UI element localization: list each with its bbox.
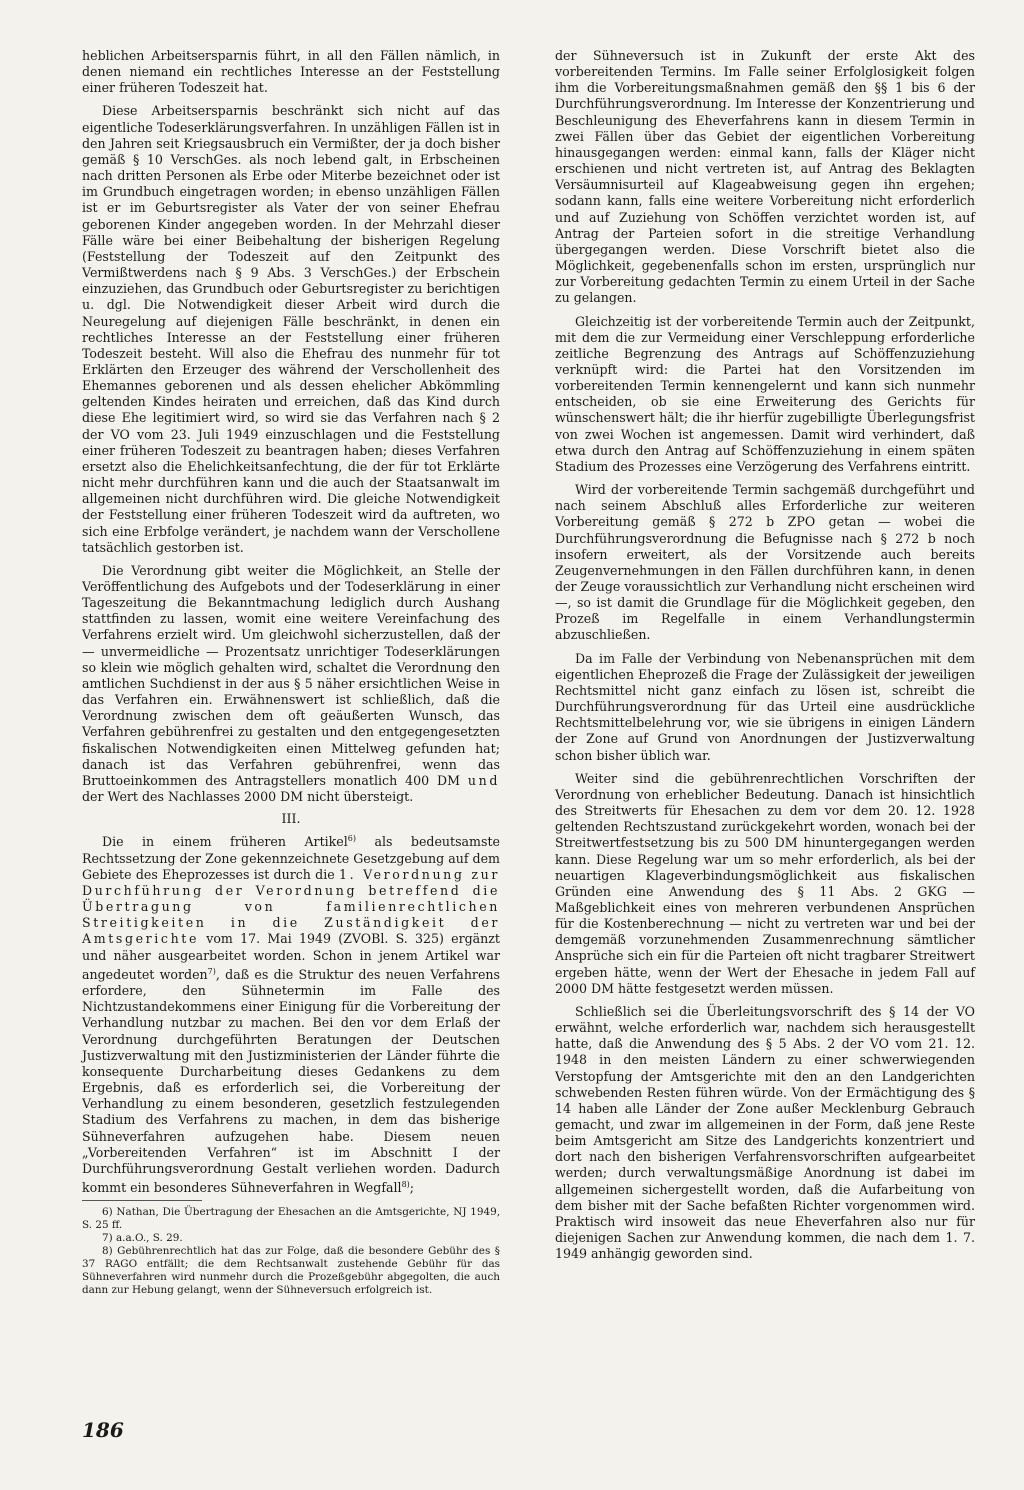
left-paragraph-2: Diese Arbeitsersparnis beschränkt sich nicht auf das eigentliche Todeserklärungsverfahren. In unzähligen Fällen ist in den Jahren seit Kriegsausbruch ein Vermißter, der ja doch bisher gemäß § 10 VerschGes. als noch lebend galt, in Erbscheinen nach dritten Personen als Erbe oder Miterbe bezeichnet oder ist im Grundbuch eingetragen worden; in ebenso unzähligen Fällen ist er im Geburtsregister als Vater der von seiner Ehefrau geborenen Kinder angegeben worden. In der Mehrzahl dieser Fälle wäre bei einer Beibehaltung der bisherigen Regelung (Feststellung der Todeszeit auf den Zeitpunkt des Vermißtwerdens nach § 9 Abs. 3 VerschGes.) der Erbschein einzuziehen, das Grundbuch oder Geburtsregister zu berichtigen u. dgl. Die Notwendigkeit dieser Arbeit wird durch die Neuregelung auf diejenigen Fälle beschränkt, in denen ein rechtliches Interesse an der Feststellung einer früheren Todeszeit besteht. Will also die Ehefrau des nunmehr für tot Erklärten den Erzeuger des während der Verschollenheit des Ehemannes geborenen und als dessen ehelicher Abkömmling geltenden Kindes heiraten und erreichen, daß das Kind durch diese Ehe legitimiert wird, so wird sie das Verfahren nach § 2 der VO vom 23. Juli 1949 einzuschlagen und die Feststellung einer früheren Todeszeit zu beantragen haben; dieses Verfahren ersetzt also die Ehelichkeitsanfechtung, die der für tot Erklärte nicht mehr durchführen kann und die auch der Staatsanwalt im allgemeinen nicht durchführen wird. Die gleiche Notwendigkeit der Feststellung einer früheren Todeszeit wird da auftreten, wo sich eine Erbfolge verändert, je nachdem wann der Verschollene tatsächlich gestorben ist. [82,103,500,555]
right-paragraph-1: der Sühneversuch ist in Zukunft der erste Akt des vorbereitenden Termins. Im Falle seiner Erfolglosigkeit folgen ihm die Vorbereitungsmaßnahmen gemäß den §§ 1 bis 6 der Durchführungsverordnung. Im Interesse der Konzentrierung und Beschleunigung des Eheverfahrens kann in diesem Termin in zwei Fällen über das Gebiet der eigentlichen Vorbereitung hinausgegangen werden: einmal kann, falls der Kläger nicht erschienen und nicht vertreten ist, auf Antrag des Beklagten Versäumnisurteil auf Klageabweisung gegen ihn ergehen; sodann kann, falls eine weitere Vorbereitung nicht erforderlich und auf Zuziehung von Schöffen verzichtet worden ist, auf Antrag der Parteien sofort in die streitige Verhandlung übergegangen werden. Diese Vorschrift bietet also die Möglichkeit, gegebenenfalls schon im ersten, ursprünglich nur zur Vorbereitung gedachten Termin zu einem Urteil in der Sache zu gelangen. [555,48,975,306]
regulation-title: 1. Verordnung zur Durchführung der Verordnung betreffend die Übertragung von familienrechtlichen Streitigkeiten in die Zuständigkeit der Amtsgerichte [82,866,500,947]
right-paragraph-3: Wird der vorbereitende Termin sachgemäß durchgeführt und nach seinem Abschluß alles Erforderliche zur weiteren Vorbereitung gemäß § 272 b ZPO getan — wobei die Durchführungsverordnung die Befugnisse nach § 272 b noch insofern erweitert, als der Vorsitzende auch bereits Zeugenvernehmungen in den Fällen durchführen kann, in denen der Zeuge voraussichtlich zur Verhandlung nicht erscheinen wird —, so ist damit die Grundlage für die Möglichkeit gegeben, den Prozeß im Regelfalle in einem Verhandlungstermin abzuschließen. [555,482,975,643]
left-paragraph-3-end: der Wert des Nachlasses 2000 DM nicht übersteigt. [82,789,414,805]
right-paragraph-2: Gleichzeitig ist der vorbereitende Termin auch der Zeitpunkt, mit dem die zur Vermeidung einer Verschleppung erforderliche zeitliche Begrenzung des Antrags auf Schöffenzuziehung verknüpft wird: die Partei hat den Vorsitzenden im vorbereitenden Termin kennengelernt und kann sich nunmehr entscheiden, ob sie eine Erweiterung des Gerichts für wünschenswert hält; die ihr hierfür zugebilligte Überlegungsfrist von zwei Wochen ist angemessen. Damit wird verhindert, daß etwa durch den Antrag auf Schöffenzuziehung in einem späten Stadium des Prozesses eine Verzögerung des Verfahrens eintritt. [555,313,975,474]
left-paragraph-4-a: Die in einem früheren Artikel [102,834,348,850]
footnote-divider [82,1200,202,1201]
left-paragraph-3-und: und [467,772,500,788]
left-paragraph-4-e: ; [409,1180,415,1196]
left-paragraph-3-text: Die Verordnung gibt weiter die Möglichkeit, an Stelle der Veröffentlichung des Aufgebots und der Todeserklärung in einer Tageszeitung die Bekanntmachung lediglich durch Aushang stattfinden zu lassen, womit eine weitere Vereinfachung des Verfahrens erzielt wird. Um gleichwohl sicherzustellen, daß der — unvermeidliche — Prozentsatz unrichtiger Todeserklärungen so klein wie möglich gehalten wird, schaltet die Verordnung den amtlichen Suchdienst in der aus § 5 näher ersichtlichen Weise in das Verfahren ein. Erwähnenswert ist schließlich, daß die Verordnung zwischen dem oft geäußerten Wunsch, das Verfahren gebührenfrei zu gestalten und den entgegengesetzten fiskalischen Notwendigkeiten einen Mittelweg gefunden hat; danach ist das Verfahren gebührenfrei, wenn das Bruttoeinkommen des Antragstellers monatlich 400 DM [82,562,500,788]
section-heading: III. [281,811,301,827]
left-paragraph-3 [82,563,500,805]
right-paragraph-4: Da im Falle der Verbindung von Nebenansprüchen mit dem eigentlichen Eheprozeß die Frage der Zulässigkeit der jeweiligen Rechtsmittel nicht ganz einfach zu lösen ist, schreibt die Durchführungsverordnung für das Urteil eine ausdrückliche Rechtsmittelbelehrung vor, wie sie übrigens in einigen Ländern der Zone auf Grund von Anordnungen der Justizverwaltung schon bisher üblich war. [555,650,975,763]
left-paragraph-1: heblichen Arbeitsersparnis führt, in all den Fällen nämlich, in denen niemand ein rechtliches Interesse an der Feststellung einer früheren Todeszeit hat. [82,48,500,96]
footnote-ref-6: 6) [347,834,356,844]
footnote-8: 8) Gebührenrechtlich hat das zur Folge, daß die besondere Gebühr des § 37 RAGO entfällt; die dem Rechtsanwalt zustehende Gebühr für das Sühneverfahren wird nunmehr durch die Prozeßgebühr abgegolten, die auch dann zur Hebung gelangt, wenn der Sühneversuch erfolgreich ist. [82,1245,500,1297]
footnote-ref-7: 7) [207,966,216,976]
footnote-ref-8: 8) [401,1180,410,1189]
left-column [82,48,500,1297]
left-paragraph-4 [82,831,500,1196]
left-paragraph-4-b: als bedeutsamste Rechtssetzung der Zone gekennzeichnete Gesetzgebung auf dem Gebiete des Eheprozesses ist durch die [82,834,500,882]
footnote-7: 7) a.a.O., S. 29. [102,1232,183,1245]
footnote-6: 6) Nathan, Die Übertragung der Ehesachen an die Amtsgerichte, NJ 1949, S. 25 ff. [82,1206,500,1232]
right-paragraph-5: Weiter sind die gebührenrechtlichen Vorschriften der Verordnung von erheblicher Bedeutung. Danach ist hinsichtlich des Streitwerts für Ehesachen zu dem vor dem 20. 12. 1928 geltenden Rechtszustand zurückgekehrt worden, wonach bei der Streitwertfestsetzung bis zu 500 DM hinuntergegangen werden kann. Diese Regelung war um so mehr erforderlich, als bei der neuartigen Klageverbindungsmöglichkeit aus fiskalischen Gründen eine Anwendung des § 11 Abs. 2 GKG — Maßgeblichkeit eines von mehreren verbundenen Ansprüchen für die Kostenberechnung — nicht zu vertreten war und bei der demgemäß vorzunehmenden Zusammenrechnung sämtlicher Ansprüche sich ein für die Parteien oft nicht tragbarer Streitwert ergeben hätte, wenn der Wert der Ehesache in jedem Fall auf 2000 DM hätte festgesetzt werden müssen. [555,770,975,996]
page-number: 186 [82,1418,124,1442]
left-paragraph-4-c: vom 17. Mai 1949 (ZVOBl. S. 325) ergänzt und näher ausgearbeitet worden. Schon in jenem Artikel war angedeutet worden [82,931,500,982]
left-paragraph-4-d: , daß es die Struktur des neuen Verfahrens erfordere, den Sühnetermin im Falle des Nichtzustandekommens einer Einigung für die Vorbereitung der Verhandlung nutzbar zu machen. Bei den vor dem Erlaß der Verordnung durchgeführten Beratungen der Deutschen Justizverwaltung mit den Justizministerien der Länder führte die konsequente Durcharbeitung dieses Gedankens zu dem Ergebnis, daß es erforderlich sei, die Vorbereitung der Verhandlung zu einem besonderen, gesetzlich festzulegenden Stadium des Verfahrens zu machen, in dem das bisherige Sühneverfahren aufzugehen habe. Diesem neuen „Vorbereitenden Verfahren“ ist im Abschnitt I der Durchführungsverordnung Gestalt verliehen worden. Dadurch kommt ein besonderes Sühneverfahren in Wegfall [82,966,500,1196]
right-column [555,48,975,1262]
right-paragraph-6: Schließlich sei die Überleitungsvorschrift des § 14 der VO erwähnt, welche erforderlich war, nachdem sich herausgestellt hatte, daß die Anwendung des § 5 Abs. 2 der VO vom 21. 12. 1948 in den meisten Ländern zu einer schwerwiegenden Verstopfung der Amtsgerichte mit den an den Landgerichten schwebenden Resten führen würde. Von der Ermächtigung des § 14 haben alle Länder der Zone außer Mecklenburg Gebrauch gemacht, und zwar im allgemeinen in der Form, daß jene Reste beim Amtsgericht am Sitze des Landgerichts konzentriert und dort nach den bisherigen Verfahrensvorschriften aufgearbeitet werden; durch verwaltungsmäßige Anordnung ist dabei im allgemeinen sichergestellt worden, daß die Aufarbeitung von dem bisher mit der Sache befaßten Richter vorgenommen wird. Praktisch wird insoweit das neue Eheverfahren also nur für diejenigen Sachen zur Anwendung kommen, die nach dem 1. 7. 1949 anhängig geworden sind. [555,1003,975,1262]
